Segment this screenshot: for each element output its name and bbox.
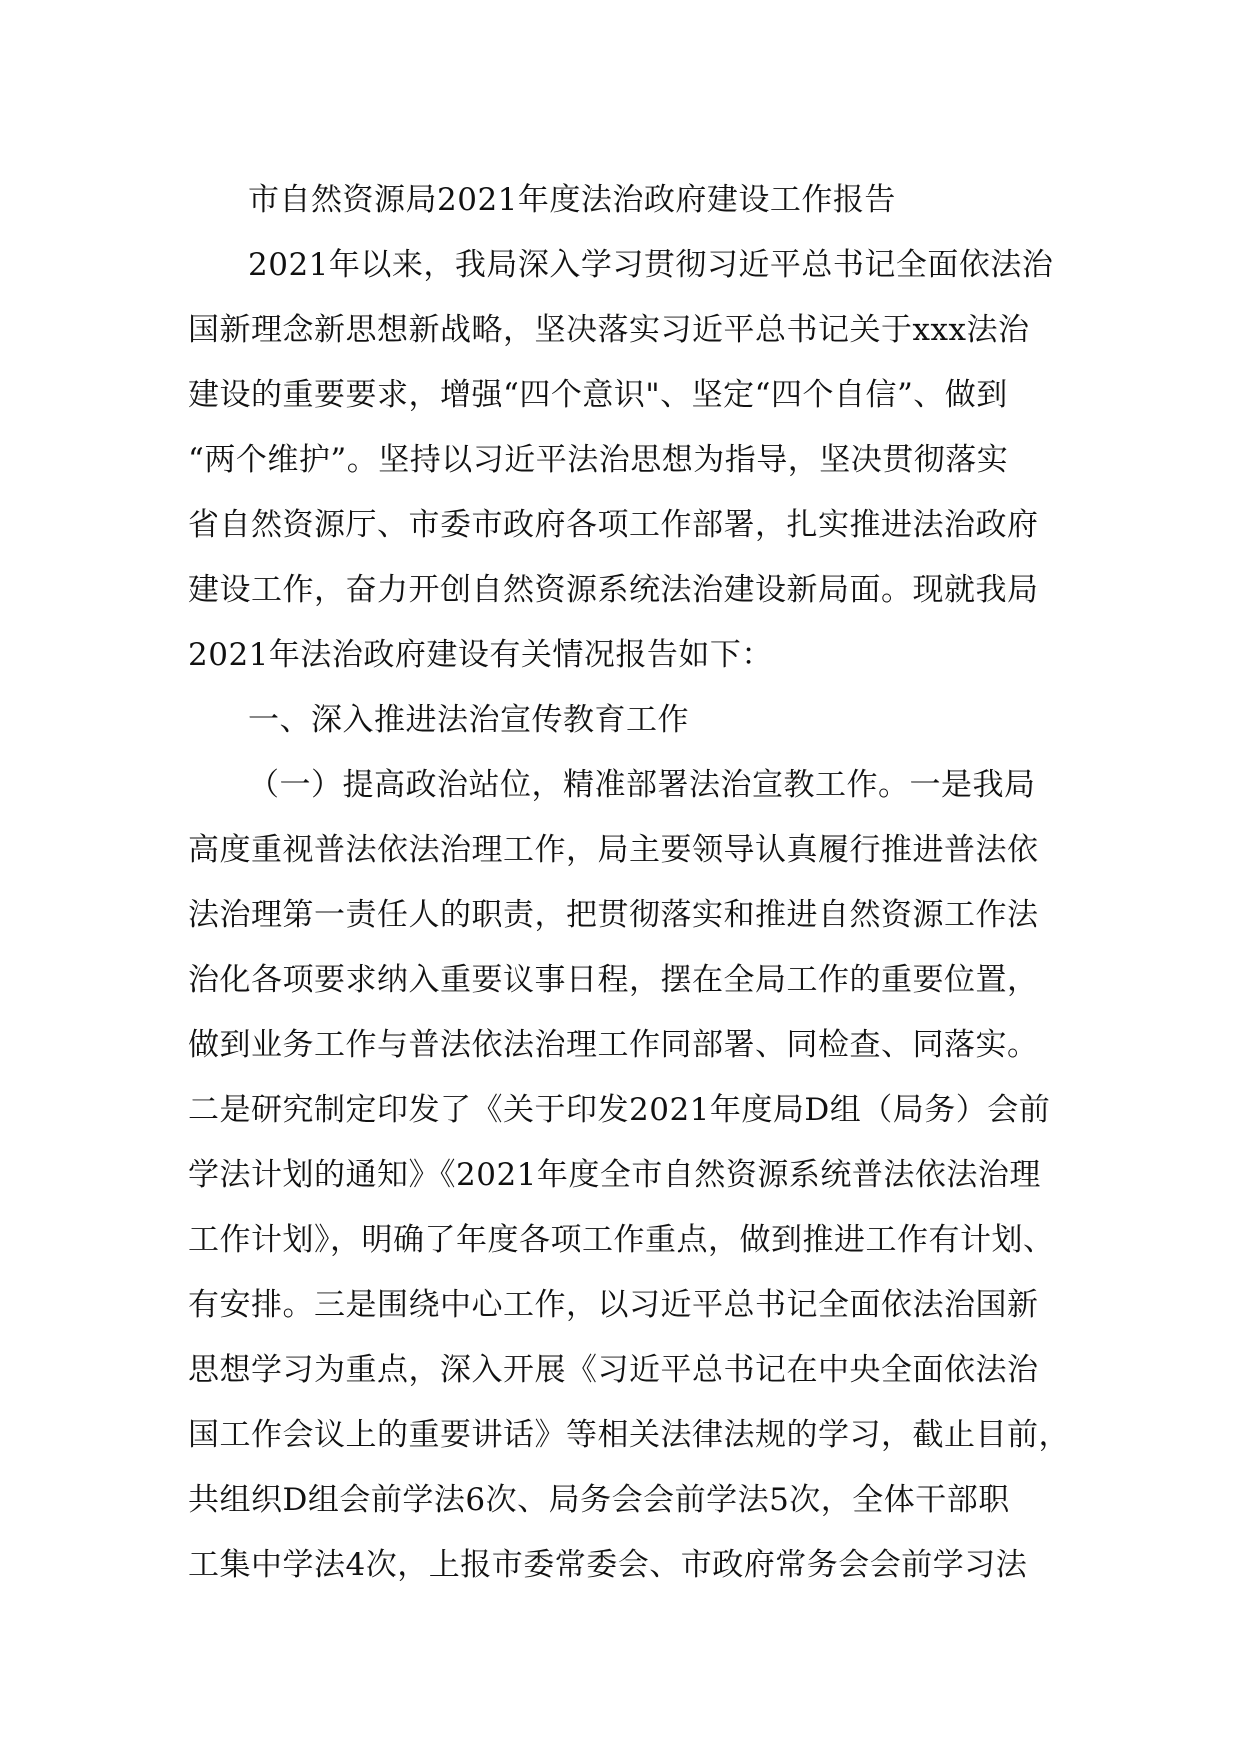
paragraph-line: 有安排。三是围绕中心工作，以习近平总书记全面依法治国新: [188, 1287, 1039, 1323]
paragraph-line: 国工作会议上的重要讲话》等相关法律法规的学习，截止目前，: [188, 1417, 1070, 1453]
paragraph-line: （一）提高政治站位，精准部署法治宣教工作。一是我局: [248, 767, 1036, 803]
document-title: 市自然资源局2021年度法治政府建设工作报告: [248, 182, 896, 218]
paragraph-line: 学法计划的通知》《2021年度全市自然资源系统普法依法治理: [188, 1157, 1041, 1193]
paragraph-line: 思想学习为重点，深入开展《习近平总书记在中央全面依法治: [188, 1352, 1039, 1388]
paragraph-line: 2021年以来，我局深入学习贯彻习近平总书记全面依法治: [248, 247, 1054, 283]
paragraph-line: 共组织D组会前学法6次、局务会会前学法5次，全体干部职: [188, 1482, 1010, 1518]
paragraph-line: 高度重视普法依法治理工作，局主要领导认真履行推进普法依: [188, 832, 1039, 868]
paragraph-line: 工集中学法4次，上报市委常委会、市政府常务会会前学习法: [188, 1547, 1028, 1583]
paragraph-line: 国新理念新思想新战略，坚决落实习近平总书记关于xxx法治: [188, 312, 1030, 348]
paragraph-line: 治化各项要求纳入重要议事日程，摆在全局工作的重要位置，: [188, 962, 1039, 998]
paragraph-line: 省自然资源厅、市委市政府各项工作部署，扎实推进法治政府: [188, 507, 1039, 543]
paragraph-line: 二是研究制定印发了《关于印发2021年度局D组（局务）会前: [188, 1092, 1051, 1128]
paragraph-line: 工作计划》，明确了年度各项工作重点，做到推进工作有计划、: [188, 1222, 1055, 1258]
paragraph-line: 建设工作，奋力开创自然资源系统法治建设新局面。现就我局: [188, 572, 1039, 608]
paragraph-line: 法治理第一责任人的职责，把贯彻落实和推进自然资源工作法: [188, 897, 1039, 933]
paragraph-line: “两个维护”。坚持以习近平法治思想为指导，坚决贯彻落实: [188, 442, 1009, 478]
paragraph-line: 2021年法治政府建设有关情况报告如下：: [188, 637, 773, 673]
paragraph-line: 建设的重要要求，增强“四个意识"、坚定“四个自信”、做到: [188, 377, 1008, 413]
section-heading: 一、深入推进法治宣传教育工作: [248, 702, 689, 738]
paragraph-line: 做到业务工作与普法依法治理工作同部署、同检查、同落实。: [188, 1027, 1039, 1063]
document-body: [188, 168, 1093, 1598]
